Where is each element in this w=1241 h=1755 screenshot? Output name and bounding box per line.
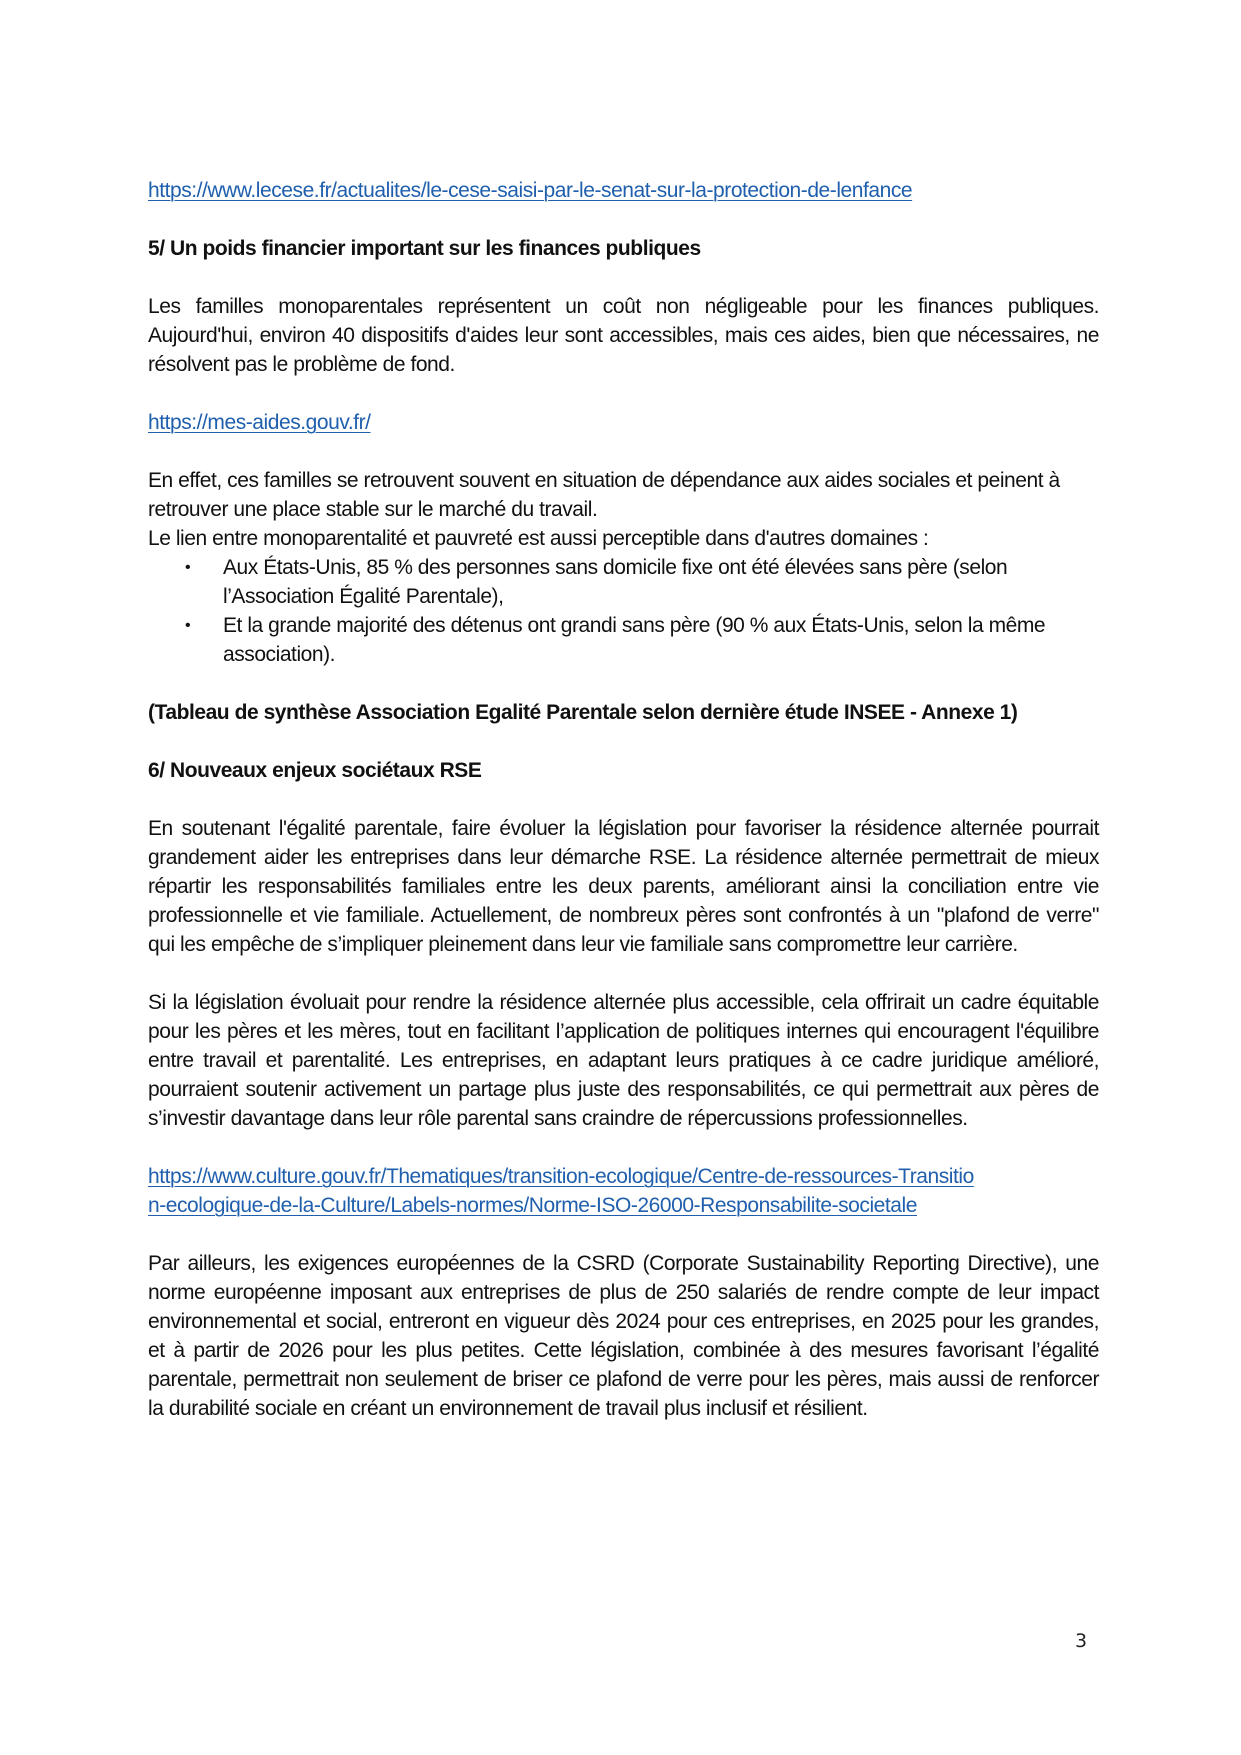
bullet-text: Aux États-Unis, 85 % des personnes sans domicile fixe ont été élevées sans père (selon l’Association Égalité Parentale),: [223, 556, 1008, 608]
section-5-paragraph-3: Le lien entre monoparentalité et pauvreté est aussi perceptible dans d'autres domaines :: [148, 527, 929, 550]
page-number: 3: [1075, 1630, 1088, 1652]
spacer: [148, 263, 1099, 292]
spacer: [148, 205, 1099, 234]
section-5-paragraph-2: En effet, ces familles se retrouvent souvent en situation de dépendance aux aides sociales et peinent à retrouver une place stable sur le marché du travail.: [148, 469, 1060, 521]
link-mes-aides[interactable]: https://mes-aides.gouv.fr/: [148, 411, 371, 434]
spacer: [148, 669, 1099, 698]
section-6-heading: 6/ Nouveaux enjeux sociétaux RSE: [148, 759, 482, 782]
spacer: [148, 437, 1099, 466]
spacer: [148, 785, 1099, 814]
bullet-list: [148, 553, 1099, 669]
spacer: [148, 1220, 1099, 1249]
bullet-text: Et la grande majorité des détenus ont grandi sans père (90 % aux États-Unis, selon la même association).: [223, 614, 1046, 666]
link-culture-paragraph: [148, 1162, 1099, 1220]
annex-note: (Tableau de synthèse Association Egalité Parentale selon dernière étude INSEE - Annexe 1): [148, 701, 1018, 724]
link-mes-aides-paragraph: [148, 408, 1099, 437]
spacer: [148, 727, 1099, 756]
bullet-icon: •: [185, 617, 191, 634]
page-body: [148, 176, 1099, 1423]
section-5-heading: 5/ Un poids financier important sur les finances publiques: [148, 237, 701, 260]
link-cese[interactable]: https://www.lecese.fr/actualites/le-cese-saisi-par-le-senat-sur-la-protection-de-lenfance: [148, 179, 913, 202]
spacer: [148, 379, 1099, 408]
spacer: [148, 959, 1099, 988]
link-cese-paragraph: [148, 176, 1099, 205]
section-6-paragraph-1: En soutenant l'égalité parentale, faire évoluer la législation pour favoriser la résidence alternée pourrait grandement aider les entreprises dans leur démarche RSE. La résidence alternée permettrait de mieux répartir les responsabilités familiales entre les deux parents, améliorant ainsi la conciliation entre vie professionnelle et vie familiale. Actuellement, de nombreux pères sont confrontés à un "plafond de verre" qui les empêche de s’impliquer pleinement dans leur vie familiale sans compromettre leur carrière.: [148, 817, 1099, 956]
section-6-paragraph-3: Par ailleurs, les exigences européennes de la CSRD (Corporate Sustainability Reporting Directive), une norme européenne imposant aux entreprises de plus de 250 salariés de rendre compte de leur impact environnemental et social, entreront en vigueur dès 2024 pour ces entreprises, en 2025 pour les grandes, et à partir de 2026 pour les plus petites. Cette législation, combinée à des mesures favorisant l’égalité parentale, permettrait non seulement de briser ce plafond de verre pour les pères, mais aussi de renforcer la durabilité sociale en créant un environnement de travail plus inclusif et résilient.: [148, 1252, 1099, 1420]
link-culture[interactable]: https://www.culture.gouv.fr/Thematiques/transition-ecologique/Centre-de-ressources-Transition-ecologique-de-la-Culture/Labels-normes/Norme-ISO-26000-Responsabilite-societale: [148, 1165, 974, 1217]
section-5-paragraph-1: Les familles monoparentales représentent un coût non négligeable pour les finances publiques. Aujourd'hui, environ 40 dispositifs d'aides leur sont accessibles, mais ces aides, bien que nécessaires, ne résolvent pas le problème de fond.: [148, 295, 1099, 376]
bullet-item: [148, 611, 1099, 669]
spacer: [148, 1133, 1099, 1162]
bullet-icon: •: [185, 559, 191, 576]
bullet-item: [148, 553, 1099, 611]
section-6-paragraph-2: Si la législation évoluait pour rendre la résidence alternée plus accessible, cela offrirait un cadre équitable pour les pères et les mères, tout en facilitant l’application de politiques internes qui encouragent l'équilibre entre travail et parentalité. Les entreprises, en adaptant leurs pratiques à ce cadre juridique amélioré, pourraient soutenir activement un partage plus juste des responsabilités, ce qui permettrait aux pères de s’investir davantage dans leur rôle parental sans craindre de répercussions professionnelles.: [148, 991, 1099, 1130]
